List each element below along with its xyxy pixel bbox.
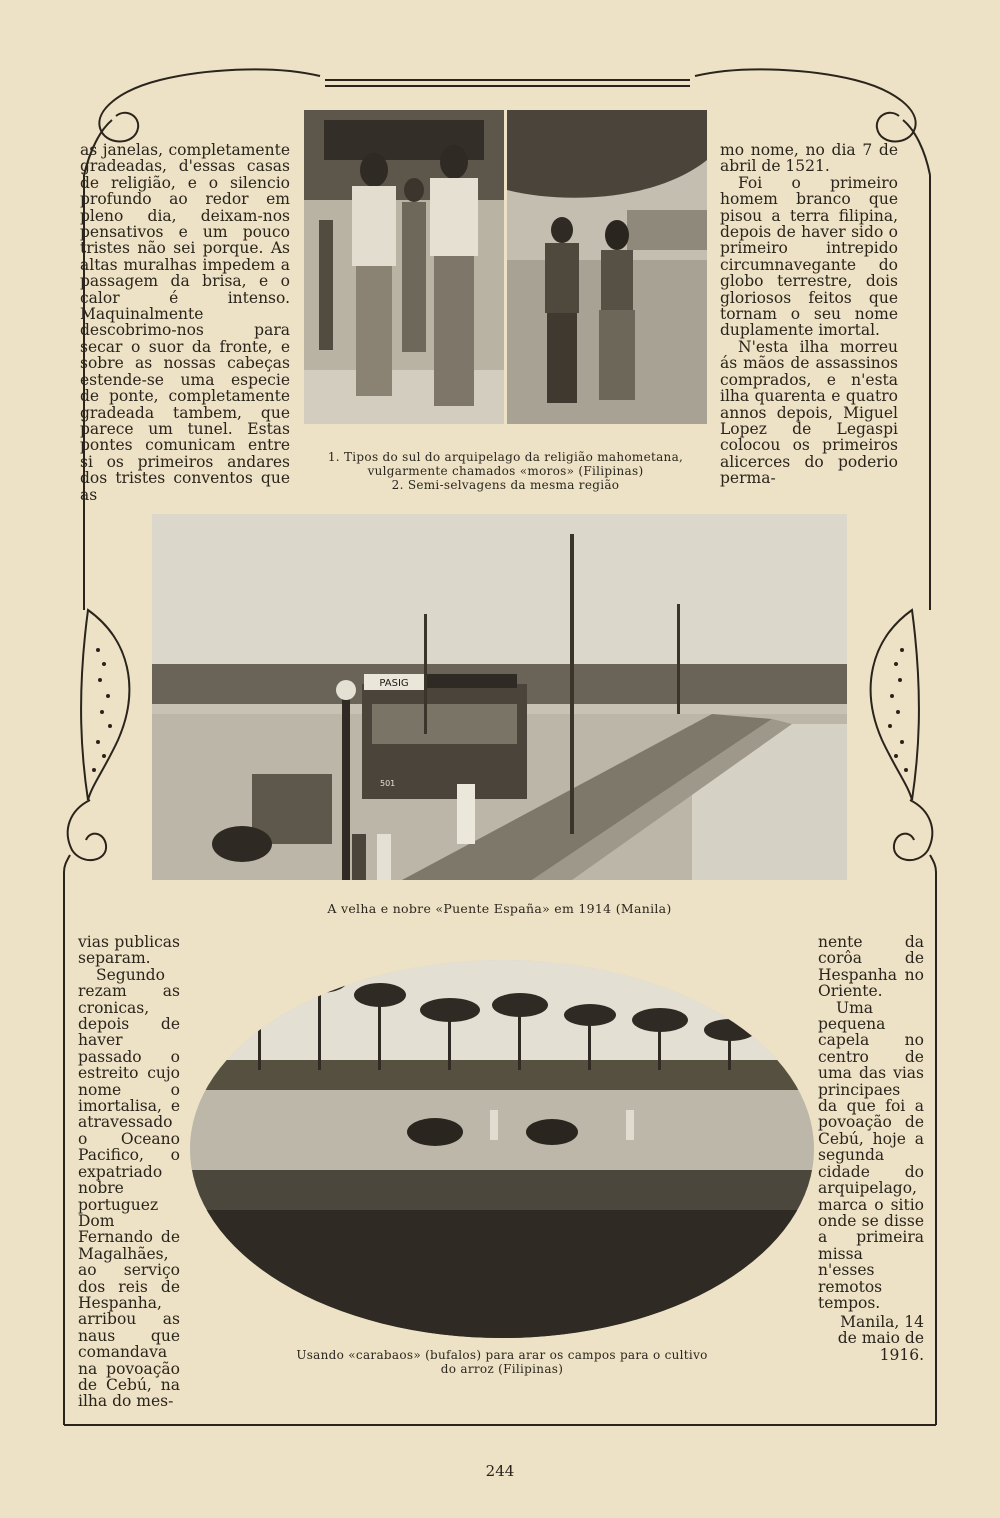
caption-photo-2 [152,902,847,916]
photo-semi-selvagens [507,110,707,424]
caption-line: 1. Tipos do sul do arquipelago da religião mahometana, [327,450,684,464]
caption-line: Usando «carabaos» (bufalos) para arar os campos para o cultivo [296,1348,708,1362]
paragraph: Uma pequena capela no centro de uma das vias principaes da que foi a povoação de Cebú, hoje a segunda cidade do arquipelago, marca o sitio onde se disse a primeira missa n'esses remotos tempos. [818,998,924,1312]
photo-moros [304,110,504,424]
page-number: 244 [485,1462,515,1480]
caption-photo-1 [304,450,707,492]
photo-carabaos [190,960,814,1338]
tram-sign: PASIG [379,678,409,689]
tram-number: 501 [380,779,396,788]
paragraph: mo nome, no dia 7 de abril de 1521. [720,141,898,176]
paragraph: as janelas, completamente gradeadas, d'essas casas de religião, e o silencio profundo ao redor em pleno dia, deixam-nos pensativos e um pouco tristes não sei porque. As altas muralhas impedem a passagem da brisa, e o calor é intenso. Maquinalmente descobrimo-nos para secar o suor da fronte, e sobre as nossas cabeças estende-se uma especie de ponte, completamente gradeada tambem, que parece um tunel. Estas pontes comunicam entre si os primeiros andares dos tristes conventos que as [80,141,290,504]
dateline [800,1314,924,1363]
text-column-bottom-right [818,934,924,1311]
caption-line: vulgarmente chamados «moros» (Filipinas) [367,464,644,478]
caption-line: do arroz (Filipinas) [440,1362,564,1376]
paragraph: N'esta ilha morreu ás mãos de assassinos comprados, e n'esta ilha quarenta e quatro annos depois, Miguel Lopez de Legaspi colocou os primeiros alicerces do poderio perma- [720,337,898,488]
photo-puente-espana [152,514,847,880]
text-column-top-left [80,142,290,503]
text-column-bottom-left [78,934,180,1410]
caption-line: 2. Semi-selvagens da mesma região [391,478,620,492]
dateline-line: de maio de [837,1329,924,1348]
paragraph: nente da corôa de Hespanha no Oriente. [818,933,924,1001]
paragraph: Segundo rezam as cronicas, depois de haver passado o estreito cujo nome o imortalisa, e atravessado o Oceano Pacifico, o expatriado nobre portuguez Dom Fernando de Magalhães, ao serviço dos reis de Hespanha, arribou as naus que comandava na povoação de Cebú, na ilha do mes- [78,965,180,1411]
dateline-line: 1916. [879,1345,924,1364]
caption-line: A velha e nobre «Puente España» em 1914 (Manila) [327,901,672,916]
text-column-top-right [720,142,898,487]
dateline-line: Manila, 14 [840,1313,924,1331]
paragraph: vias publicas separam. [78,933,180,968]
caption-photo-3 [240,1348,764,1376]
paragraph: Foi o primeiro homem branco que pisou a terra filipina, depois de haver sido o primeiro intrepido circumnavegante do globo terrestre, dois gloriosos feitos que tornam o seu nome duplamente imortal. [720,173,898,340]
